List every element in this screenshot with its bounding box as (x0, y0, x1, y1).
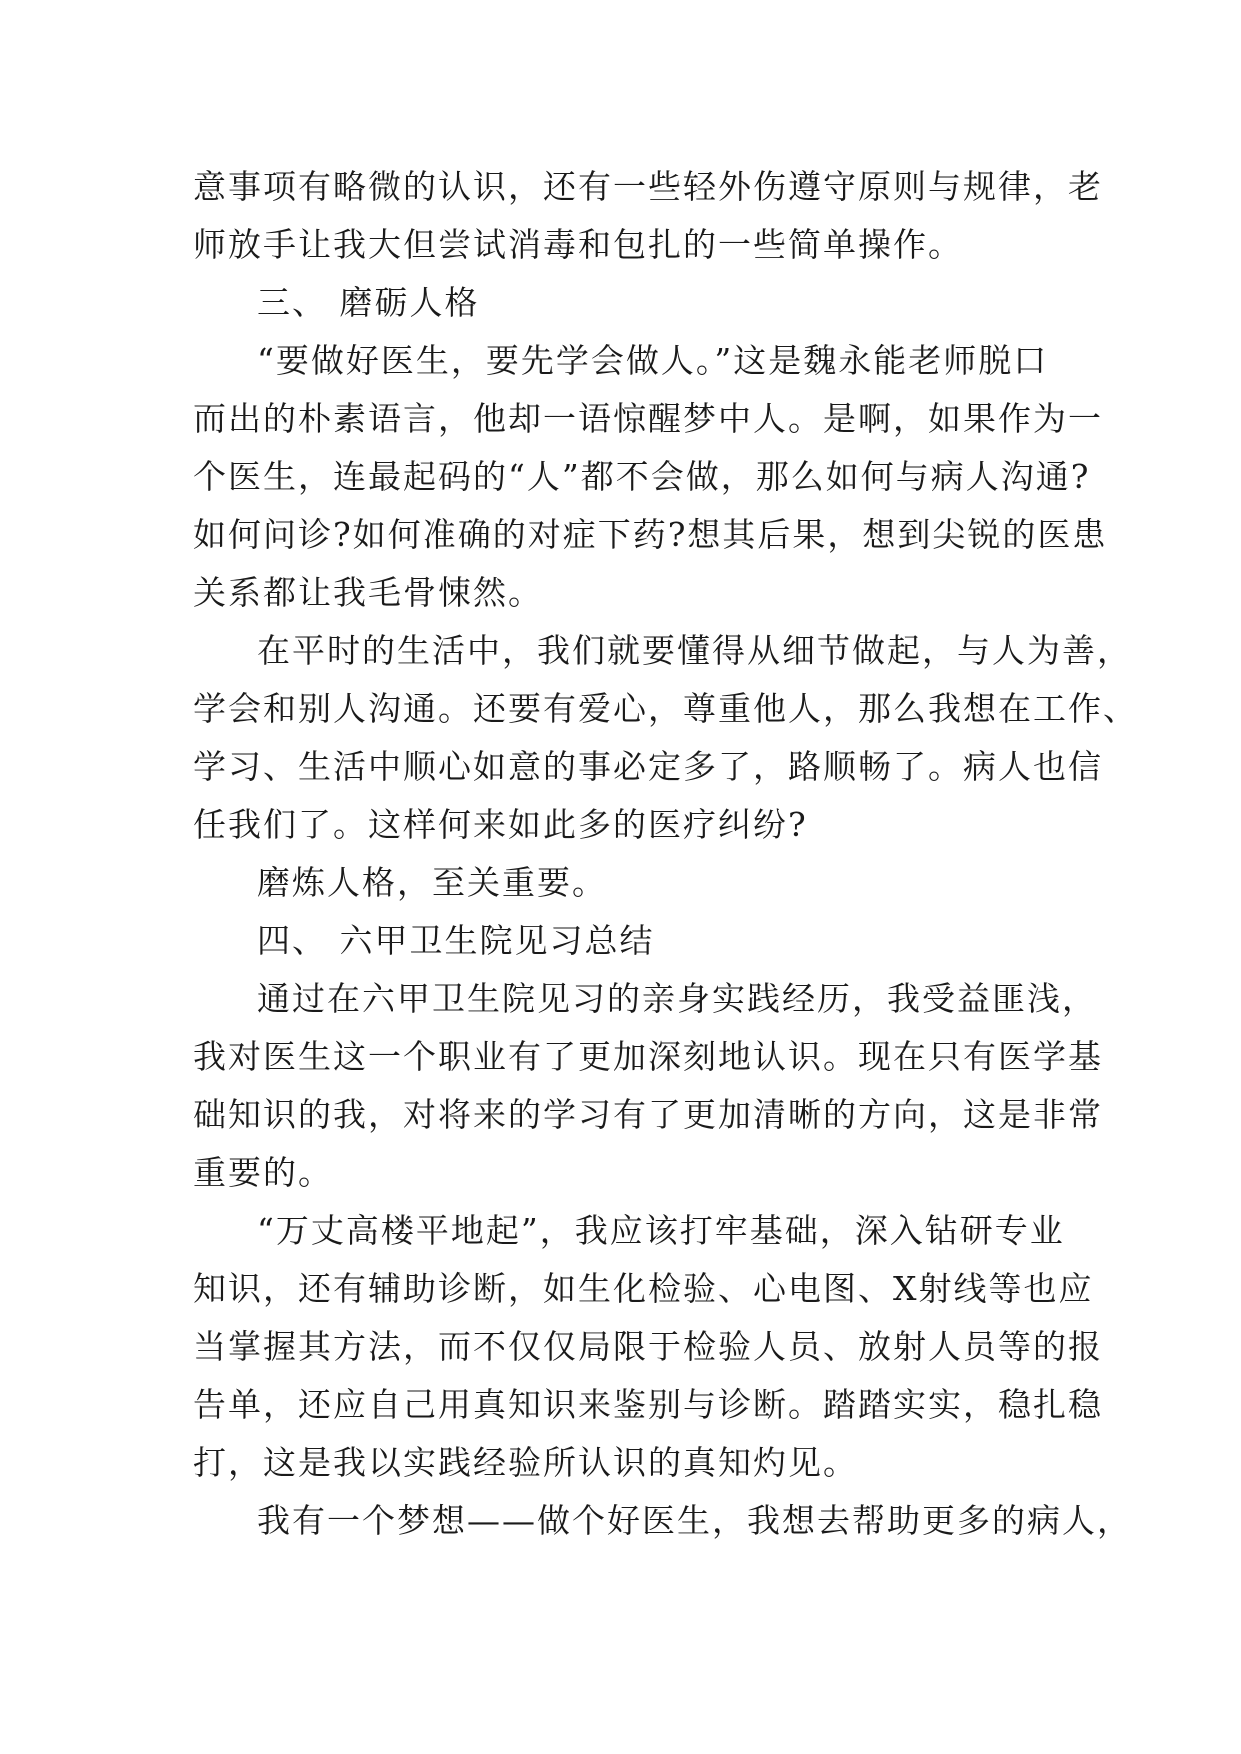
text-line: 学会和别人沟通。还要有爱心，尊重他人，那么我想在工作、 (193, 689, 1138, 728)
text-line: 在平时的生活中，我们就要懂得从细节做起，与人为善， (257, 631, 1132, 670)
text-line: 知识，还有辅助诊断，如生化检验、心电图、X射线等也应 (193, 1269, 1094, 1308)
text-line: 告单，还应自己用真知识来鉴别与诊断。踏踏实实，稳扎稳 (193, 1385, 1103, 1424)
text-line: 通过在六甲卫生院见习的亲身实践经历，我受益匪浅， (257, 979, 1097, 1018)
text-line: 意事项有略微的认识，还有一些轻外伤遵守原则与规律，老 (193, 167, 1103, 206)
text-line: 关系都让我毛骨悚然。 (193, 573, 543, 612)
text-line: 础知识的我，对将来的学习有了更加清晰的方向，这是非常 (193, 1095, 1103, 1134)
text-line: 重要的。 (193, 1153, 333, 1192)
text-line: 磨炼人格，至关重要。 (257, 863, 607, 902)
text-line: 我对医生这一个职业有了更加深刻地认识。现在只有医学基 (193, 1037, 1103, 1076)
text-line: 个医生，连最起码的“人”都不会做，那么如何与病人沟通? (193, 457, 1091, 496)
text-line: 学习、生活中顺心如意的事必定多了，路顺畅了。病人也信 (193, 747, 1103, 786)
section-heading: 三、 磨砺人格 (257, 283, 480, 322)
section-heading: 四、 六甲卫生院见习总结 (257, 921, 655, 960)
text-line: 打，这是我以实践经验所认识的真知灼见。 (193, 1443, 858, 1482)
text-line: 师放手让我大但尝试消毒和包扎的一些简单操作。 (193, 225, 963, 264)
text-line: 任我们了。这样何来如此多的医疗纠纷? (193, 805, 808, 844)
text-line: 当掌握其方法，而不仅仅局限于检验人员、放射人员等的报 (193, 1327, 1103, 1366)
document-body (193, 158, 1138, 1550)
text-line: “要做好医生，要先学会做人。”这是魏永能老师脱口 (257, 341, 1049, 380)
text-line: 如何问诊?如何准确的对症下药?想其后果，想到尖锐的医患 (193, 515, 1108, 554)
text-line: 我有一个梦想——做个好医生，我想去帮助更多的病人， (257, 1501, 1132, 1540)
text-line: 而出的朴素语言，他却一语惊醒梦中人。是啊，如果作为一 (193, 399, 1103, 438)
text-line: “万丈高楼平地起”，我应该打牢基础，深入钻研专业 (257, 1211, 1065, 1250)
